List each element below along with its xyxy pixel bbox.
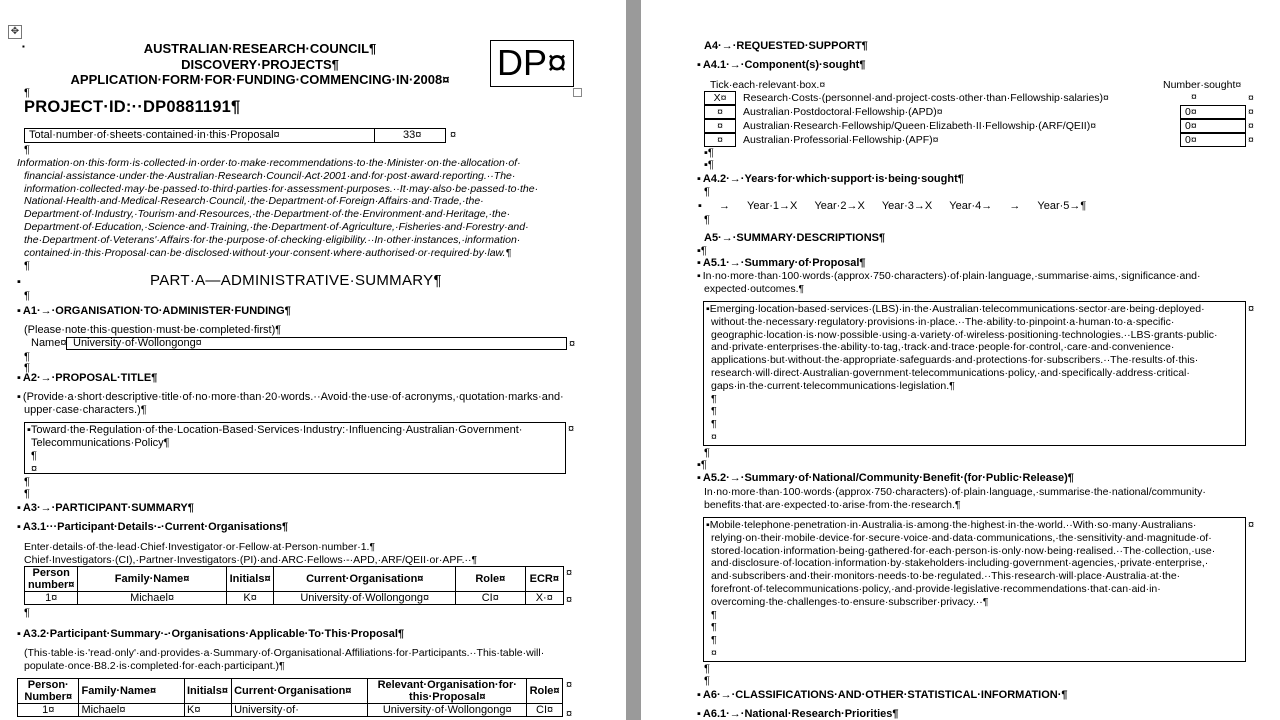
- end-of-row-mark: ¤: [566, 679, 573, 691]
- pilcrow: ¶: [24, 476, 30, 488]
- paragraph-mark: ▪: [697, 472, 701, 484]
- benefit-line: forefront·of·telecommunications·policy,·and·provide·legislative·recommendations·that·can·aid·in·: [711, 582, 1161, 595]
- privacy-line: the·Department·of·Veterans'·Affairs·for·the·purpose·of·checking·eligibility.··In·other·instances,·information·: [24, 233, 521, 246]
- organisation-summary-table: [17, 678, 563, 717]
- a2-instruction-line: upper·case·characters.)¶: [24, 404, 147, 416]
- benefit-line: relying·on·their·mobile·device·for·secure·voice·and·data·communications,·the·sensitivity·and·magnitude·of·: [711, 531, 1212, 544]
- table-header-cell: Person· Number¤: [18, 679, 79, 704]
- organisation-name-value: University·of·Wollongong¤: [73, 337, 202, 349]
- year-1-field[interactable]: Year·1→X: [747, 200, 798, 212]
- a31-instructions: [24, 541, 477, 567]
- paragraph-mark: ▪: [706, 303, 710, 315]
- table-row[interactable]: [18, 704, 563, 717]
- table-cell[interactable]: 1¤: [25, 592, 78, 605]
- summary-line: and·private·enterprises·the·ability·to·tag,·track·and·trace·people·for·control,·care·and·convenience·: [711, 341, 1175, 354]
- header-block: [40, 41, 480, 88]
- a51-heading-text: A5.1·→·Summary·of·Proposal¶: [702, 257, 866, 269]
- component-label: Australian·Professorial·Fellowship·(APF)¤: [743, 134, 939, 146]
- a51-heading: [697, 257, 866, 270]
- a31-heading-text: A3.1···Participant·Details·-·Current·Organisations¶: [22, 521, 289, 533]
- table-cell[interactable]: Michael¤: [78, 592, 226, 605]
- end-of-row-mark: ¤: [569, 338, 576, 350]
- pilcrow: ¶: [24, 144, 30, 156]
- paragraph-mark: ▪: [706, 519, 710, 531]
- a6-heading: [697, 689, 1068, 702]
- a52-heading: [697, 472, 1074, 485]
- component-row: [641, 105, 1280, 119]
- a32-instruction-line: populate·once·B8.2·is·completed·for·each·participant.)¶: [24, 659, 285, 672]
- pilcrow: ¶: [24, 488, 30, 500]
- document-page-right: [641, 0, 1280, 720]
- proposal-title-text: [27, 424, 522, 476]
- table-cell[interactable]: CI¤: [527, 704, 563, 717]
- document-page-left: [0, 0, 626, 720]
- component-checkbox[interactable]: ¤: [704, 105, 736, 119]
- name-label: Name¤: [31, 337, 67, 349]
- summary-of-proposal-field[interactable]: [703, 301, 1246, 446]
- community-benefit-field[interactable]: [703, 517, 1246, 662]
- pilcrow: ¶: [704, 186, 710, 198]
- paragraph-mark: ▪: [704, 159, 708, 171]
- pilcrow: ¶: [700, 459, 707, 471]
- table-header-cell: ECR¤: [525, 567, 563, 592]
- a52-instruction-line: benefits·that·are·expected·to·arise·from·the·research.¶: [704, 498, 961, 511]
- header-line-3: APPLICATION·FORM·FOR·FUNDING·COMMENCING·IN·2008¤: [70, 72, 450, 87]
- year-5-field[interactable]: Year·5→¶: [1037, 200, 1087, 212]
- component-checkbox[interactable]: ¤: [704, 119, 736, 133]
- component-label: Australian·Research·Fellowship/Queen·Elizabeth·II·Fellowship·(ARF/QEII)¤: [743, 120, 1097, 132]
- paragraph-mark: ▪: [17, 305, 21, 317]
- paragraph-mark: ▪: [698, 200, 702, 212]
- end-of-cell-mark: ¤: [31, 463, 38, 475]
- a51-instruction-text: In·no·more·than·100·words·(approx·750·characters)·of·plain·language,·summarise·aims,·significance·and·: [702, 270, 1201, 282]
- table-header-row: [18, 679, 563, 704]
- a6-heading-text: A6·→·CLASSIFICATIONS·AND·OTHER·STATISTICAL·INFORMATION·¶: [702, 689, 1068, 701]
- paragraph-mark: ▪: [697, 257, 701, 269]
- end-of-row-mark: ¤: [450, 129, 457, 141]
- component-label: Australian·Postdoctoral·Fellowship·(APD)¤: [743, 106, 943, 118]
- a32-instruction-line: (This·table·is·'read·only'·and·provides·a·Summary·of·Organisational·Affiliations·for·Participants.··This·table·will·: [24, 647, 545, 659]
- paragraph-mark: ▪: [17, 502, 21, 514]
- pilcrow: ¶: [711, 418, 717, 431]
- privacy-line: contained·in·this·Proposal·can·be·disclosed·without·your·consent·where·authorised·or·required·by·law.¶: [24, 246, 512, 259]
- a51-instruction-line: [697, 270, 1201, 283]
- a41-heading-text: A4.1·→·Component(s)·sought¶: [702, 59, 866, 71]
- pilcrow: ¶: [24, 607, 30, 619]
- paragraph-mark: ▪: [17, 276, 21, 288]
- table-header-cell: Current·Organisation¤: [274, 567, 456, 592]
- component-row: [641, 119, 1280, 133]
- project-id: PROJECT·ID:··DP0881191¶: [24, 98, 241, 116]
- table-cell[interactable]: University·of·Wollongong¤: [274, 592, 456, 605]
- a1-heading-text: A1·→·ORGANISATION·TO·ADMINISTER·FUNDING¶: [22, 305, 291, 317]
- paragraph-mark: ▪: [697, 270, 701, 282]
- pilcrow: ¶: [704, 675, 710, 687]
- year-4-field[interactable]: Year·4→: [949, 200, 993, 212]
- a2-heading-text: A2·→·PROPOSAL·TITLE¶: [22, 372, 158, 384]
- end-of-cell-mark: ¤: [711, 646, 717, 659]
- component-row: [641, 91, 1280, 105]
- component-checkbox[interactable]: ¤: [704, 133, 736, 147]
- end-of-row-mark: ¤: [568, 423, 575, 435]
- header-line-1: AUSTRALIAN·RESEARCH·COUNCIL¶: [143, 41, 377, 56]
- part-a-heading: PART·A—ADMINISTRATIVE·SUMMARY¶: [150, 272, 442, 289]
- a51-instruction-line: expected·outcomes.¶: [704, 282, 805, 295]
- paragraph-mark: ▪: [22, 42, 25, 51]
- table-row[interactable]: [25, 592, 564, 605]
- summary-text: [706, 303, 1218, 444]
- component-row: [641, 133, 1280, 147]
- end-of-row-mark: ¤: [1248, 134, 1254, 146]
- tick-label: Tick·each·relevant·box.¤: [710, 79, 826, 91]
- end-of-row-mark: ¤: [1248, 92, 1254, 104]
- table-header-cell: Family·Name¤: [78, 567, 226, 592]
- paragraph-mark: ▪: [704, 147, 708, 159]
- paragraph-mark: ▪: [697, 173, 701, 185]
- table-header-cell: Person number¤: [25, 567, 78, 592]
- a3-heading: [17, 502, 194, 515]
- a42-heading: [697, 173, 964, 186]
- privacy-notice: [17, 157, 538, 259]
- pilcrow: ¶: [31, 450, 37, 462]
- end-of-row-mark: ¤: [1248, 106, 1254, 118]
- pilcrow: ¶: [24, 290, 30, 302]
- end-of-row-mark: ¤: [566, 567, 573, 579]
- a2-heading: [17, 372, 157, 385]
- pilcrow: ¶: [711, 405, 717, 418]
- privacy-line: information·collected·may·be·passed·to·third·parties·for·assessment·purposes.··It·may·also·be·passed·to·the·: [24, 182, 539, 195]
- number-sought-field[interactable]: 0¤: [1180, 119, 1246, 133]
- pilcrow: ¶: [711, 621, 717, 634]
- year-3-field[interactable]: Year·3→X: [881, 200, 933, 212]
- paragraph-mark: ▪: [697, 59, 701, 71]
- summary-line: research·will·direct·Australian·government·telecommunications·policy,·and·specifically·address·critical·: [711, 366, 1190, 379]
- a3-heading-text: A3·→·PARTICIPANT·SUMMARY¶: [22, 502, 194, 514]
- paragraph-mark: ▪: [697, 708, 701, 720]
- header-line-2: DISCOVERY·PROJECTS¶: [181, 56, 339, 72]
- privacy-line: Information·on·this·form·is·collected·in·order·to·make·recommendations·to·the·Minister·on·the·allocation·of·: [17, 157, 521, 169]
- privacy-line: financial·assistance·under·the·Australian·Research·Council·Act·2001·and·for·post·award·reporting.··The·: [24, 169, 516, 182]
- participant-details-table: [24, 566, 564, 605]
- pilcrow: ¶: [704, 663, 710, 675]
- table-header-cell: Role¤: [456, 567, 526, 592]
- benefit-text: [706, 519, 1215, 660]
- pilcrow: ¶: [24, 260, 30, 272]
- summary-line-text: Emerging·location-based·services·(LBS)·in·the·Australian·telecommunications·sector·are·being·deployed·: [709, 303, 1205, 315]
- summary-line: applications·but·without·the·appropriate·safeguards·and·protections·for·subscribers.··The·results·of·this·: [711, 354, 1199, 367]
- end-of-row-mark: ¤: [566, 594, 573, 606]
- a52-instructions: [704, 486, 1206, 512]
- a61-heading-text: A6.1·→·National·Research·Priorities¶: [702, 708, 899, 720]
- years-row: ▪ → Year·1→X Year·2→X Year·3→X Year·4→ → Year·5→¶: [698, 200, 1087, 212]
- a1-note: (Please·note·this·question·must·be·completed·first)¶: [24, 324, 282, 336]
- table-header-row: [25, 567, 564, 592]
- paragraph-mark: ▪: [17, 372, 21, 384]
- privacy-line: Department·of·Industry,·Tourism·and·Resources,·the·Department·of·the·Environment·and·Heritage,·the·: [24, 208, 511, 221]
- proposal-title-line-2: Telecommunications·Policy¶: [31, 437, 170, 449]
- privacy-line: Department·of·Education,·Science·and·Training,·the·Department·of·Agriculture,·Fisheries·and·Forestry·and·: [24, 220, 529, 233]
- a32-heading: [17, 628, 404, 641]
- privacy-line: National·Health·and·Medical·Research·Council,·the·Department·of·Foreign·Affairs·and·Trade,·the·: [24, 195, 484, 208]
- a32-instructions: [24, 647, 544, 673]
- end-of-row-mark: ¤: [566, 708, 573, 720]
- dp-box: [490, 40, 574, 87]
- sheets-label: Total·number·of·sheets·contained·in·this·Proposal¤: [29, 129, 280, 141]
- component-checkbox[interactable]: X¤: [704, 91, 736, 105]
- a31-instruction-line: Chief·Investigators·(CI),·Partner·Investigators·(PI)·and·ARC·Fellows·-·APD,·ARF/QEII·or·APF.··¶: [24, 553, 478, 566]
- summary-line: [706, 303, 1218, 316]
- component-label: Research·Costs·(personnel·and·project·costs·other·than·Fellowship·salaries)¤: [743, 92, 1109, 104]
- pilcrow: ¶: [707, 159, 714, 171]
- table-header-cell: Family·Name¤: [79, 679, 185, 704]
- pilcrow: [704, 159, 714, 172]
- paragraph-mark: ▪: [697, 245, 701, 257]
- a2-instructions: [17, 391, 564, 417]
- table-header-cell: Initials¤: [184, 679, 231, 704]
- pilcrow: [697, 459, 707, 472]
- pilcrow: ¶: [711, 392, 717, 405]
- sheets-value: 33¤: [403, 129, 422, 141]
- proposal-title-line-1: Toward·the·Regulation·of·the·Location-Based·Services·Industry:·Influencing·Australian·Government·: [30, 424, 523, 436]
- a2-instruction-text: (Provide·a·short·descriptive·title·of·no·more·than·20·words.··Avoid·the·use·of·acronyms,·quotation·marks·and·: [22, 391, 564, 403]
- a41-heading: [697, 59, 865, 72]
- end-of-row-mark: ¤: [1248, 519, 1255, 531]
- benefit-line: and·disclosure·of·location·information·by·stakeholders·including·government·agencies,·private·enterprise,·: [711, 557, 1209, 570]
- a4-heading: A4·→·REQUESTED·SUPPORT¶: [704, 40, 868, 52]
- table-header-cell: Relevant·Organisation·for· this·Proposal¤: [368, 679, 527, 704]
- paragraph-mark: ▪: [17, 628, 21, 640]
- pilcrow: ¶: [24, 362, 30, 374]
- pilcrow: ¶: [711, 634, 717, 647]
- a32-heading-text: A3.2·Participant·Summary·-·Organisations·Applicable·To·This·Proposal¶: [22, 628, 405, 640]
- table-cell[interactable]: 1¤: [18, 704, 79, 717]
- end-of-row-mark: ¤: [1248, 120, 1254, 132]
- end-of-cell-mark: ¤: [711, 430, 717, 443]
- pilcrow: ¶: [711, 608, 717, 621]
- table-cell[interactable]: K¤: [226, 592, 274, 605]
- table-cell[interactable]: University·of·: [232, 704, 368, 717]
- table-cell[interactable]: Michael¤: [79, 704, 185, 717]
- number-sought-label: Number·sought¤: [1163, 79, 1242, 91]
- benefit-line-text: Mobile·telephone·penetration·in·Australia·is·among·the·highest·in·the·world.··With·so·many·Australians·: [709, 519, 1197, 531]
- year-2-field[interactable]: Year·2→X: [814, 200, 865, 212]
- summary-line: gaps·in·the·current·telecommunications·legislation.¶: [711, 379, 955, 392]
- paragraph-mark: ▪: [697, 459, 701, 471]
- a2-instruction-line: [17, 391, 564, 404]
- summary-line: without·the·necessary·regulatory·provisions·in·place.··The·ability·to·pinpoint·a·human·to·a·specific·: [711, 315, 1175, 328]
- a1-heading: [17, 305, 291, 318]
- end-of-row-mark: ¤: [1248, 303, 1255, 315]
- dp-mark: DP¤: [497, 42, 568, 83]
- proposal-title-field[interactable]: [24, 422, 566, 474]
- table-cell[interactable]: K¤: [184, 704, 231, 717]
- a42-heading-text: A4.2·→·Years·for·which·support·is·being·sought¶: [702, 173, 964, 185]
- a31-instruction-line: Enter·details·of·the·lead·Chief·Investigator·or·Fellow·at·Person·number·1.¶: [24, 541, 376, 553]
- pilcrow: ¶: [24, 87, 30, 99]
- paragraph-mark: ▪: [697, 689, 701, 701]
- table-cell[interactable]: X·¤: [525, 592, 563, 605]
- a52-heading-text: A5.2·→·Summary·of·National/Community·Benefit·(for·Public·Release)¶: [702, 472, 1074, 484]
- a61-heading: [697, 708, 899, 720]
- a52-instruction-line: In·no·more·than·100·words·(approx·750·characters)·of·plain·language,·summarise·the·national/community·: [704, 486, 1206, 498]
- pilcrow: ¶: [704, 447, 710, 459]
- a31-heading: [17, 521, 288, 534]
- cell-divider: [374, 128, 375, 143]
- table-header-cell: Current·Organisation¤: [232, 679, 368, 704]
- organisation-name-field[interactable]: [66, 337, 567, 350]
- benefit-line: [706, 519, 1215, 532]
- benefit-line: stored·location·information·being·gathered·for·each·person·is·only·now·being·realised.··The·collection,·use·: [711, 544, 1216, 557]
- number-sought-field[interactable]: ¤: [1191, 91, 1197, 103]
- table-move-handle-icon[interactable]: ✥: [8, 25, 22, 39]
- table-header-cell: Initials¤: [226, 567, 274, 592]
- paragraph-mark: ▪: [27, 424, 31, 436]
- resize-handle-icon[interactable]: [573, 88, 582, 97]
- number-sought-field[interactable]: 0¤: [1180, 133, 1246, 147]
- proposal-title-line: [27, 424, 522, 437]
- table-header-cell: Role¤: [527, 679, 563, 704]
- pilcrow: ¶: [24, 351, 30, 363]
- table-cell[interactable]: CI¤: [456, 592, 526, 605]
- a51-instructions: [697, 270, 1201, 296]
- paragraph-mark: ▪: [17, 391, 21, 403]
- paragraph-mark: ▪: [17, 521, 21, 533]
- pilcrow: ¶: [707, 147, 714, 159]
- table-cell[interactable]: University·of·Wollongong¤: [368, 704, 527, 717]
- number-sought-field[interactable]: 0¤: [1180, 105, 1246, 119]
- pilcrow: ¶: [700, 245, 707, 257]
- benefit-line: and·subscribers·and·their·monitors·needs·to·be·regulated.··This·research·will·place·Australia·at·the·: [711, 570, 1181, 583]
- benefit-line: overcoming·the·challenges·to·ensure·subscriber·privacy.··¶: [711, 595, 989, 608]
- pilcrow: ¶: [704, 214, 710, 226]
- summary-line: geographic·location·is·now·possible·using·a·variety·of·wireless·positioning·technologies.··LBS·grants·public·: [711, 328, 1218, 341]
- a5-heading: A5·→·SUMMARY·DESCRIPTIONS¶: [704, 232, 886, 244]
